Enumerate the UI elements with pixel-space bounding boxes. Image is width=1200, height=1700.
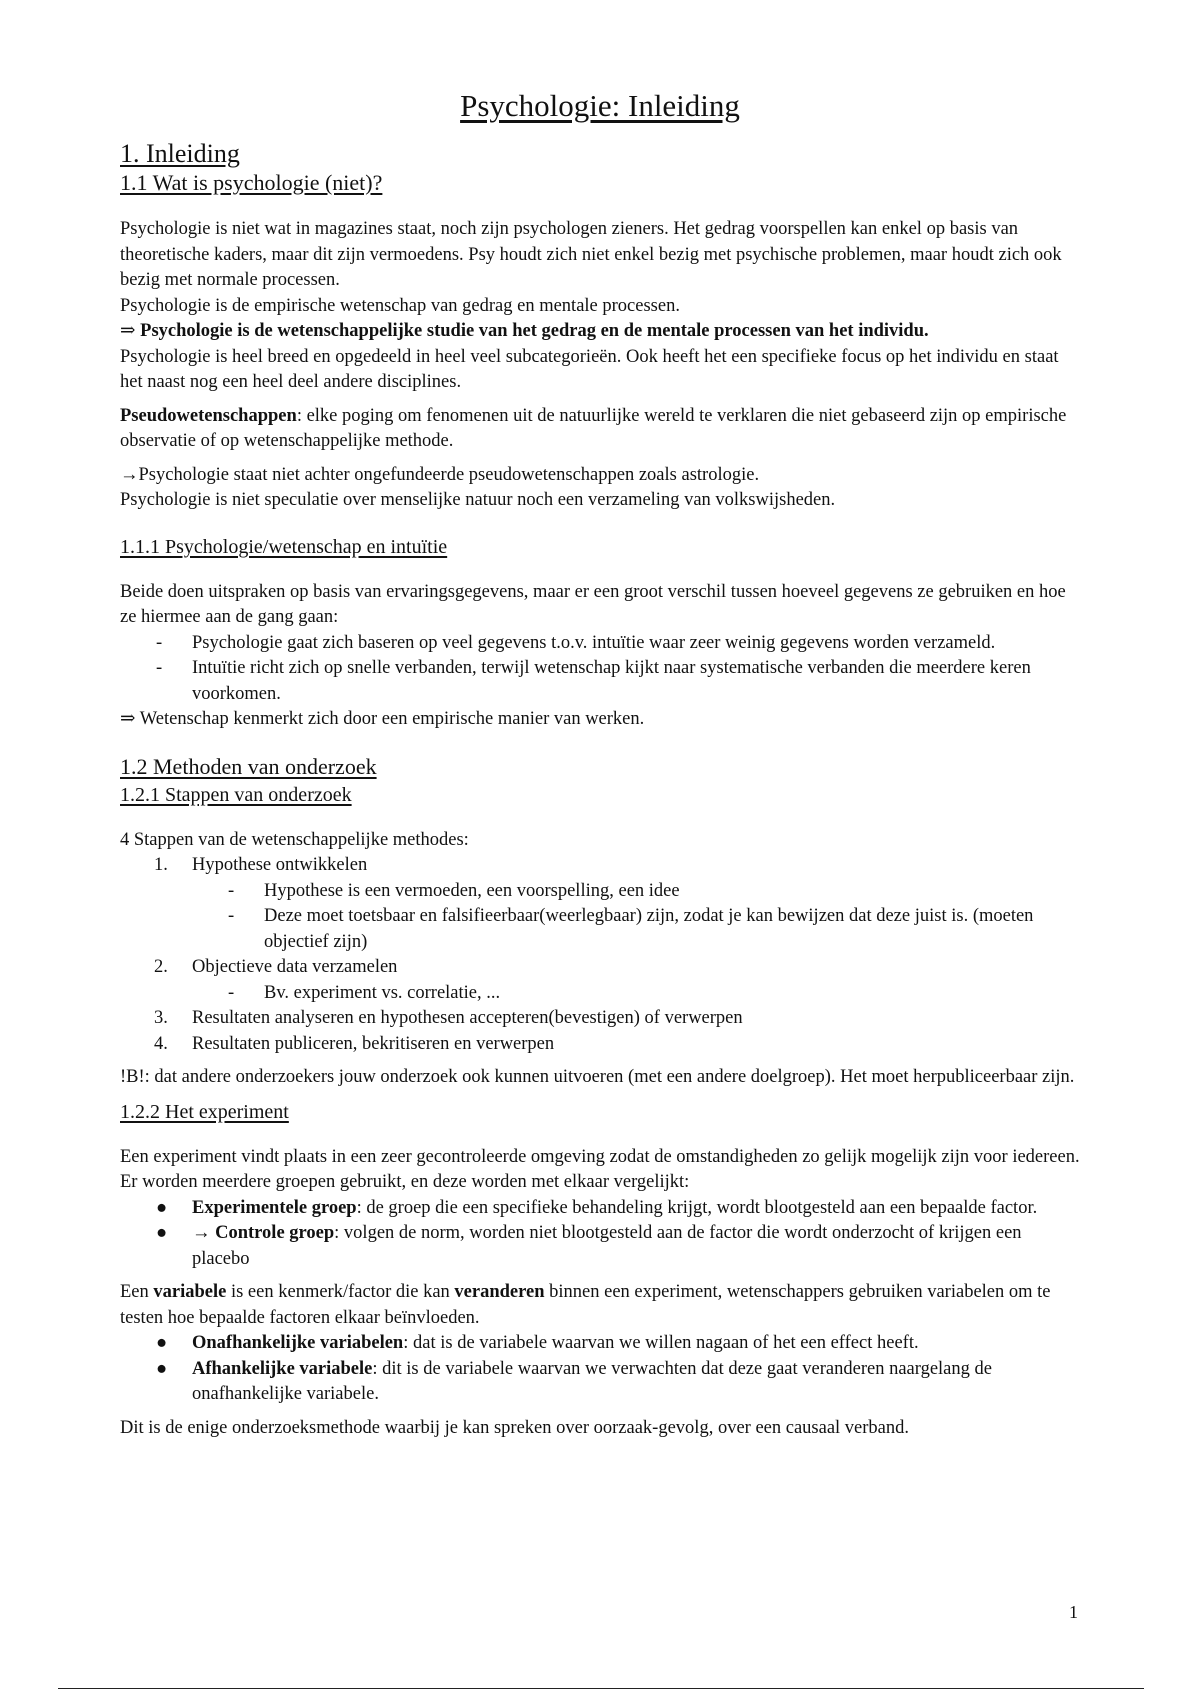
heading-methoden: 1.2 Methoden van onderzoek [120,753,377,779]
paragraph-stappen-intro: 4 Stappen van de wetenschappelijke methodes: [120,829,469,850]
document-content [120,88,1080,1441]
steps-list [120,853,1080,879]
dash-marker: - [156,632,163,653]
paragraph-definition-bold [120,319,1080,345]
variable-description: : dat is de variabele waarvan we willen nagaan of het een effect heeft. [403,1333,919,1354]
sub-item-text: Hypothese is een vermoeden, een voorspelling, een idee [264,880,680,901]
term-onafhankelijke-variabelen: Onafhankelijke variabelen [192,1333,404,1354]
group-prefix: → [192,1223,216,1244]
bullet-marker: ● [156,1358,168,1379]
heading-wetenschap-intuitie: 1.1.1 Psychologie/wetenschap en intuïtie [120,535,448,558]
list-item [120,981,1080,1007]
dash-marker: - [228,906,235,927]
pseudowetenschappen-definition: : elke poging om fenomenen uit de natuurlijke wereld te verklaren die niet gebaseerd zijn op empirische observatie of op wetenschappelijke methode. [120,405,1067,452]
term-experimentele-groep: Experimentele groep [192,1197,357,1218]
term-afhankelijke-variabele: Afhankelijke variabele [192,1358,373,1379]
group-description: : de groep die een specifieke behandeling krijgt, wordt blootgesteld aan een bepaalde factor. [356,1197,1038,1218]
intuitie-list [120,631,1080,708]
text-run: is een kenmerk/factor die kan [226,1282,455,1303]
arrow-glyph: ⇒ [120,321,141,342]
bold-definition: Psychologie is de wetenschappelijke studie van het gedrag en de mentale processen van het individu. [140,321,929,342]
sub-item-text: Deze moet toetsbaar en falsifieerbaar(weerlegbaar) zijn, zodat je kan bewijzen dat deze juist is. (moeten objectief zijn) [264,906,1034,952]
list-item [120,656,1080,707]
step-number: 2. [154,957,168,978]
dash-marker: - [228,880,235,901]
term-controle-groep: Controle groep [215,1223,335,1244]
list-item-text: Intuïtie richt zich op snelle verbanden, terwijl wetenschap kijkt naar systematische verbanden die meerdere keren voorkomen. [192,658,1031,704]
step2-sublist [120,981,1080,1007]
heading-stappen: 1.2.1 Stappen van onderzoek [120,783,352,806]
step-text: Resultaten analyseren en hypothesen accepteren(bevestigen) of verwerpen [192,1008,743,1029]
heading-wat-is-psychologie: 1.1 Wat is psychologie (niet)? [120,169,383,195]
list-item [120,1006,1080,1032]
paragraph-causaal-verband: Dit is de enige onderzoeksmethode waarbij je kan spreken over oorzaak-gevolg, over een causaal verband. [120,1417,910,1438]
list-item [120,1032,1080,1058]
bullet-marker: ● [156,1333,168,1354]
sub-item-text: Bv. experiment vs. correlatie, ... [264,982,501,1003]
paragraph-experiment: Een experiment vindt plaats in een zeer gecontroleerde omgeving zodat de omstandigheden zo gelijk mogelijk zijn voor iedereen. Er worden meerdere groepen gebruikt, en deze worden met elkaar vergelijkt: [120,1146,1080,1193]
paragraph-astrologie: →Psychologie staat niet achter ongefundeerde pseudowetenschappen zoals astrologie. [120,464,760,485]
list-item [120,1196,1080,1222]
paragraph-intro: Psychologie is niet wat in magazines staat, noch zijn psychologen zieners. Het gedrag voorspellen kan enkel op basis van theoretische kaders, maar dit zijn vermoedens. Psy houdt zich niet enkel bezig met psychische problemen, maar houdt zich ook bezig met normale processen. [120,219,1062,291]
dash-marker: - [156,658,163,679]
groups-list [120,1196,1080,1273]
term-variabele: variabele [153,1282,227,1303]
paragraph-ervaringsgegevens: Beide doen uitspraken op basis van ervaringsgegevens, maar er een groot verschil tussen hoeveel gegevens ze gebruiken en hoe ze hiermee aan de gang gaan: [120,581,1066,628]
list-item [120,1221,1080,1272]
term-pseudowetenschappen: Pseudowetenschappen [120,405,297,426]
list-item [120,631,1080,657]
list-item [120,1357,1080,1408]
step-text: Objectieve data verzamelen [192,957,398,978]
steps-list [120,955,1080,981]
step-number: 1. [154,855,168,876]
step-text: Resultaten publiceren, bekritiseren en verwerpen [192,1033,555,1054]
text-run: binnen een experiment, wetenschappers gebruiken variabelen om te testen hoe bepaalde factoren elkaar beïnvloeden. [120,1282,1051,1328]
paragraph-variabele [120,1280,1080,1331]
variables-list [120,1331,1080,1408]
step-number: 3. [154,1008,168,1029]
list-item [120,879,1080,905]
paragraph-speculatie: Psychologie is niet speculatie over menselijke natuur noch een verzameling van volkswijsheden. [120,490,836,511]
list-item [120,1331,1080,1357]
page-footer-divider [58,1688,1144,1689]
variable-description: : dit is de variabele waarvan we verwachten dat deze gaat veranderen naargelang de onafhankelijke variabele. [192,1358,992,1405]
term-veranderen: veranderen [454,1282,545,1303]
text-run: Een [120,1282,154,1303]
paragraph-pseudowetenschappen [120,404,1080,455]
paragraph-herpubliceerbaar: !B!: dat andere onderzoekers jouw onderzoek ook kunnen uitvoeren (met een andere doelgroep). Het moet herpubliceerbaar zijn. [120,1067,1075,1088]
step-text: Hypothese ontwikkelen [192,855,368,876]
list-item [120,853,1080,879]
list-item-text: Psychologie gaat zich baseren op veel gegevens t.o.v. intuïtie waar zeer weinig gegevens worden verzameld. [192,632,996,653]
dash-marker: - [228,982,235,1003]
paragraph-empirisch: ⇒ Wetenschap kenmerkt zich door een empirische manier van werken. [120,709,645,730]
step1-sublist [120,879,1080,956]
paragraph-breadth: Psychologie is heel breed en opgedeeld in heel veel subcategorieën. Ook heeft het een specifieke focus op het individu en staat het naast nog een heel deel andere disciplines. [120,346,1059,393]
group-description: : volgen de norm, worden niet blootgesteld aan de factor die wordt onderzocht of krijgen een placebo [192,1223,1022,1269]
list-item [120,955,1080,981]
page-number: 1 [1069,1602,1078,1622]
paragraph-definition: Psychologie is de empirische wetenschap van gedrag en mentale processen. [120,295,680,316]
list-item [120,904,1080,955]
heading-experiment: 1.2.2 Het experiment [120,1100,289,1123]
bullet-marker: ● [156,1197,168,1218]
document-title: Psychologie: Inleiding [460,88,740,123]
heading-inleiding: 1. Inleiding [120,138,240,168]
steps-list [120,1006,1080,1057]
step-number: 4. [154,1033,168,1054]
bullet-marker: ● [156,1223,168,1244]
